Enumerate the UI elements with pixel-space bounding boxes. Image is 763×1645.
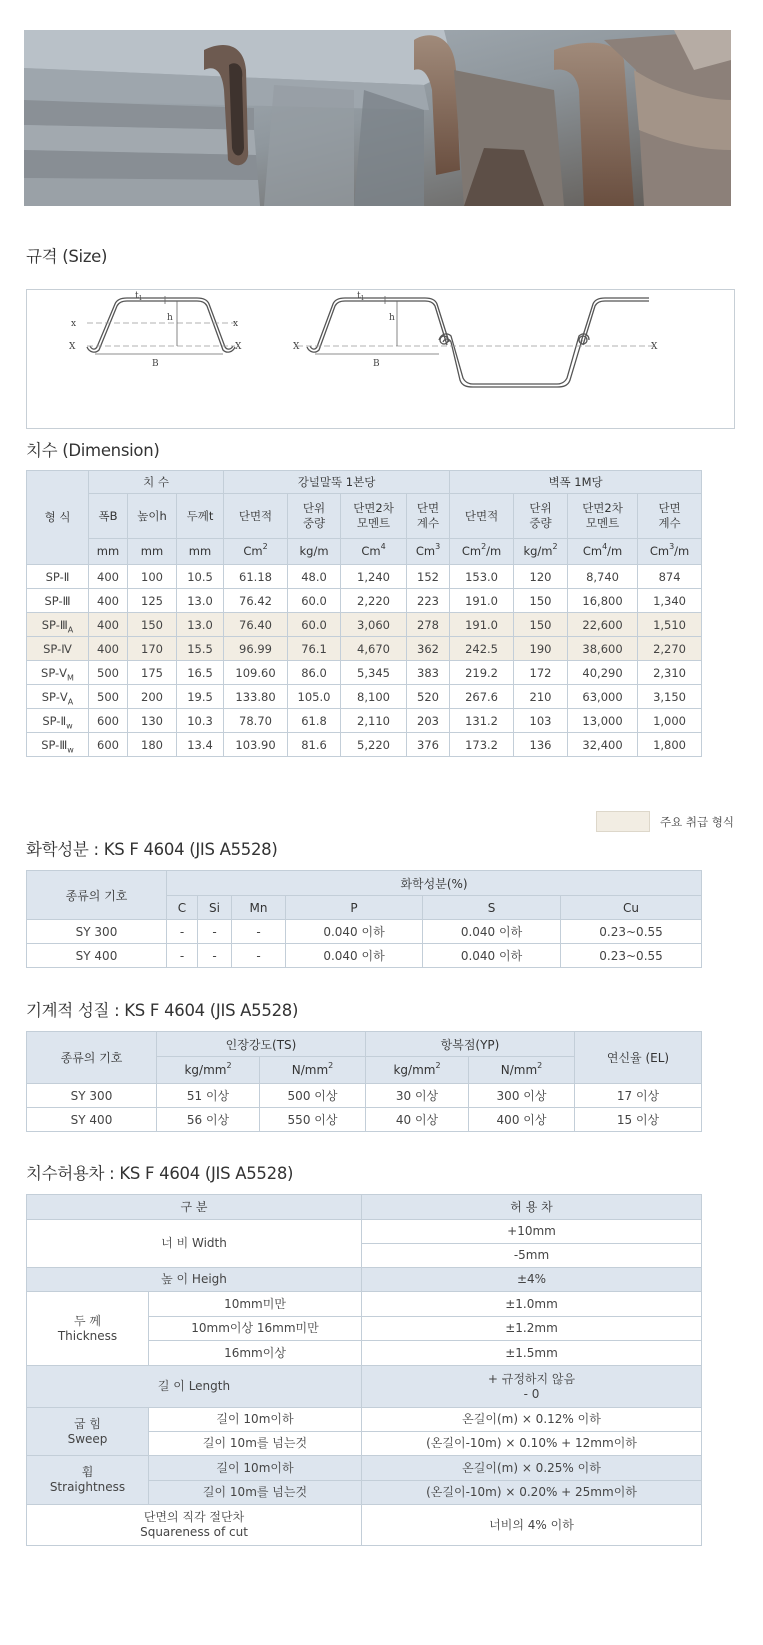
x-big-left-a: X — [69, 342, 76, 352]
chem-symbol-header: 종류의 기호 — [27, 871, 167, 920]
cell: 400 — [89, 565, 128, 589]
yp-n-unit: $N/mm^2$ — [469, 1057, 575, 1084]
cell: 500 이상 — [260, 1084, 366, 1108]
pile-group-header: 강널말뚝 1본당 — [224, 471, 450, 494]
t1-label-b: $t_1$ — [357, 291, 365, 302]
dimension-title: 치수 (Dimension) — [26, 441, 160, 460]
cell: 76.42 — [224, 589, 288, 613]
cell: - — [232, 944, 286, 968]
type-cell: $SP-Ⅲ_w$ — [27, 733, 89, 757]
cell: - — [167, 920, 198, 944]
type-cell: $SP-Ⅴ_M$ — [27, 661, 89, 685]
type-cell: SP-Ⅳ — [27, 637, 89, 661]
cell: 19.5 — [177, 685, 224, 709]
legend-label: 주요 취급 형식 — [660, 815, 734, 829]
modulus-header: 단면 계수 — [407, 494, 450, 539]
yp-kg-unit: $kg/mm^2$ — [366, 1057, 469, 1084]
table-row — [27, 685, 702, 709]
wall-unit-weight-header: 단위 중량 — [514, 494, 568, 539]
cell: 1,800 — [638, 733, 702, 757]
unit-cm2-per-m: Cm$^2$/m — [450, 539, 514, 565]
cell: 0.040 이하 — [423, 944, 561, 968]
cell: 600 — [89, 733, 128, 757]
cell: 180 — [128, 733, 177, 757]
cell: 40,290 — [568, 661, 638, 685]
straightness-label: 휨 Straightness — [27, 1456, 149, 1505]
chem-col-mn: Mn — [232, 896, 286, 920]
t1-label-a: $t_1$ — [135, 291, 143, 302]
cell: 175 — [128, 661, 177, 685]
cell: 0.23~0.55 — [561, 944, 702, 968]
cell: 172 — [514, 661, 568, 685]
cell: 15.5 — [177, 637, 224, 661]
sheet-pile-photo — [24, 30, 731, 206]
width-minus: -5mm — [362, 1244, 702, 1268]
cell: 38,600 — [568, 637, 638, 661]
unit-cm3: Cm$^3$ — [407, 539, 450, 565]
cell: 1,240 — [341, 565, 407, 589]
unit-mm-b: mm — [89, 539, 128, 565]
type-cell: $SP-Ⅱ_w$ — [27, 709, 89, 733]
cell: 191.0 — [450, 613, 514, 637]
thickness-a-value: ±1.0mm — [362, 1292, 702, 1317]
cell: 22,600 — [568, 613, 638, 637]
unit-weight-header: 단위 중량 — [288, 494, 341, 539]
size-diagram — [26, 289, 735, 429]
cell: 96.99 — [224, 637, 288, 661]
cell: 278 — [407, 613, 450, 637]
x-big-left-b: X — [293, 342, 300, 352]
thickness-b-value: ±1.2mm — [362, 1317, 702, 1341]
cell: 2,110 — [341, 709, 407, 733]
moment-header: 단면2차 모멘트 — [341, 494, 407, 539]
cell: 0.23~0.55 — [561, 920, 702, 944]
unit-cm2: Cm$^2$ — [224, 539, 288, 565]
cell: 150 — [514, 589, 568, 613]
cell: 60.0 — [288, 613, 341, 637]
straightness-b-label: 길이 10m를 넘는것 — [149, 1481, 362, 1505]
cell: 210 — [514, 685, 568, 709]
table-row — [27, 1108, 702, 1132]
type-header: 형 식 — [27, 471, 89, 565]
cell: SY 300 — [27, 1084, 157, 1108]
straightness-a-value: 온길이(m) × 0.25% 이하 — [362, 1456, 702, 1481]
cell: 13.4 — [177, 733, 224, 757]
cell: 0.040 이하 — [286, 920, 423, 944]
cell: 362 — [407, 637, 450, 661]
sweep-b-label: 길이 10m를 넘는것 — [149, 1432, 362, 1456]
table-row — [27, 709, 702, 733]
height-label: 높 이 Heigh — [27, 1268, 362, 1292]
cell: 203 — [407, 709, 450, 733]
unit-mm-h: mm — [128, 539, 177, 565]
cell: 8,740 — [568, 565, 638, 589]
el-header: 연신율 (EL) — [575, 1032, 702, 1084]
cell: 17 이상 — [575, 1084, 702, 1108]
table-row — [27, 733, 702, 757]
unit-cm4: Cm$^4$ — [341, 539, 407, 565]
unit-cm4-per-m: Cm$^4$/m — [568, 539, 638, 565]
cell: 550 이상 — [260, 1108, 366, 1132]
cell: 133.80 — [224, 685, 288, 709]
chem-col-s: S — [423, 896, 561, 920]
cell: 267.6 — [450, 685, 514, 709]
cell: SY 300 — [27, 920, 167, 944]
cell: 0.040 이하 — [423, 920, 561, 944]
wall-modulus-header: 단면 계수 — [638, 494, 702, 539]
cell: 383 — [407, 661, 450, 685]
cell: 191.0 — [450, 589, 514, 613]
chem-col-si: Si — [198, 896, 232, 920]
table-row — [27, 944, 702, 968]
cell: 125 — [128, 589, 177, 613]
table-row — [27, 565, 702, 589]
b-label-b: B — [373, 359, 380, 369]
cell: 150 — [128, 613, 177, 637]
ts-kg-unit: $kg/mm^2$ — [157, 1057, 260, 1084]
x-big-right-a: X — [235, 342, 242, 352]
cell: 13.0 — [177, 613, 224, 637]
cell: 200 — [128, 685, 177, 709]
cell: 400 이상 — [469, 1108, 575, 1132]
x-small-left-a: x — [71, 319, 77, 329]
cell: 40 이상 — [366, 1108, 469, 1132]
cell: 13.0 — [177, 589, 224, 613]
sweep-a-value: 온길이(m) × 0.12% 이하 — [362, 1408, 702, 1432]
cell: 400 — [89, 589, 128, 613]
cell: 81.6 — [288, 733, 341, 757]
cell: 1,510 — [638, 613, 702, 637]
cell: 109.60 — [224, 661, 288, 685]
cell: 300 이상 — [469, 1084, 575, 1108]
cell: 874 — [638, 565, 702, 589]
thickness-c-label: 16mm이상 — [149, 1341, 362, 1366]
thickness-c-value: ±1.5mm — [362, 1341, 702, 1366]
cell: SY 400 — [27, 944, 167, 968]
tolerance-header: 허 용 차 — [362, 1195, 702, 1220]
cell: 56 이상 — [157, 1108, 260, 1132]
cell: 10.5 — [177, 565, 224, 589]
x-big-right-b: X — [651, 342, 658, 352]
category-header: 구 분 — [27, 1195, 362, 1220]
unit-kgm: kg/m — [288, 539, 341, 565]
cell: 103.90 — [224, 733, 288, 757]
cell: 153.0 — [450, 565, 514, 589]
mech-symbol-header: 종류의 기호 — [27, 1032, 157, 1084]
cell: 61.8 — [288, 709, 341, 733]
tolerance-table — [26, 1194, 702, 1546]
cell: 3,150 — [638, 685, 702, 709]
type-cell: $SP-Ⅲ_A$ — [27, 613, 89, 637]
cell: 61.18 — [224, 565, 288, 589]
cell: 0.040 이하 — [286, 944, 423, 968]
cell: 8,100 — [341, 685, 407, 709]
thickness-a-label: 10mm미만 — [149, 1292, 362, 1317]
cell: 376 — [407, 733, 450, 757]
cell: 400 — [89, 613, 128, 637]
cell: 400 — [89, 637, 128, 661]
height-value: ±4% — [362, 1268, 702, 1292]
b-label-a: B — [152, 359, 159, 369]
chem-title: 화학성분 : KS F 4604 (JIS A5528) — [26, 840, 278, 859]
width-b-header: 폭B — [89, 494, 128, 539]
cell: 103 — [514, 709, 568, 733]
cell: 4,670 — [341, 637, 407, 661]
mech-table — [26, 1031, 702, 1132]
cell: 63,000 — [568, 685, 638, 709]
cell: - — [167, 944, 198, 968]
yp-header: 항복점(YP) — [366, 1032, 575, 1057]
cell: 500 — [89, 661, 128, 685]
unit-kgm2: $kg/m^2$ — [514, 539, 568, 565]
dimension-table — [26, 470, 702, 757]
cell: 219.2 — [450, 661, 514, 685]
size-title: 규격 (Size) — [26, 247, 108, 266]
cell: 48.0 — [288, 565, 341, 589]
chem-table — [26, 870, 702, 968]
size-group-header: 치 수 — [89, 471, 224, 494]
length-value: + 규정하지 않음 - 0 — [362, 1366, 702, 1408]
cell: 1,000 — [638, 709, 702, 733]
cell: SY 400 — [27, 1108, 157, 1132]
straightness-a-label: 길이 10m이하 — [149, 1456, 362, 1481]
cell: 520 — [407, 685, 450, 709]
cell: 10.3 — [177, 709, 224, 733]
unit-mm-t: mm — [177, 539, 224, 565]
height-h-header: 높이h — [128, 494, 177, 539]
chem-group-header: 화학성분(%) — [167, 871, 702, 896]
cell: 2,270 — [638, 637, 702, 661]
table-row — [27, 661, 702, 685]
h-label-b: h — [389, 313, 395, 323]
cell: 190 — [514, 637, 568, 661]
cell: 242.5 — [450, 637, 514, 661]
width-plus: +10mm — [362, 1220, 702, 1244]
chem-col-c: C — [167, 896, 198, 920]
cell: 76.1 — [288, 637, 341, 661]
cell: 131.2 — [450, 709, 514, 733]
thickness-label: 두 께 Thickness — [27, 1292, 149, 1366]
cell: 51 이상 — [157, 1084, 260, 1108]
thickness-b-label: 10mm이상 16mm미만 — [149, 1317, 362, 1341]
cell: 150 — [514, 613, 568, 637]
thick-t-header: 두께t — [177, 494, 224, 539]
squareness-label: 단면의 직각 절단차 Squareness of cut — [27, 1505, 362, 1546]
cell: 105.0 — [288, 685, 341, 709]
cell: 2,310 — [638, 661, 702, 685]
cell: 3,060 — [341, 613, 407, 637]
cell: 5,345 — [341, 661, 407, 685]
mech-title: 기계적 성질 : KS F 4604 (JIS A5528) — [26, 1001, 299, 1020]
sweep-label: 굽 힘 Sweep — [27, 1408, 149, 1456]
h-label-a: h — [167, 313, 173, 323]
hero-image — [24, 30, 731, 206]
cell: - — [198, 920, 232, 944]
cell: - — [198, 944, 232, 968]
type-cell: SP-Ⅱ — [27, 565, 89, 589]
wall-moment-header: 단면2차 모멘트 — [568, 494, 638, 539]
cell: 5,220 — [341, 733, 407, 757]
ts-n-unit: $N/mm^2$ — [260, 1057, 366, 1084]
width-label: 너 비 Width — [27, 1220, 362, 1268]
cell: 13,000 — [568, 709, 638, 733]
cell: 16,800 — [568, 589, 638, 613]
chem-col-cu: Cu — [561, 896, 702, 920]
ts-header: 인장강도(TS) — [157, 1032, 366, 1057]
tol-title: 치수허용차 : KS F 4604 (JIS A5528) — [26, 1164, 294, 1183]
unit-cm3-per-m: Cm$^3$/m — [638, 539, 702, 565]
cell: 15 이상 — [575, 1108, 702, 1132]
cell: - — [232, 920, 286, 944]
cell: 32,400 — [568, 733, 638, 757]
cell: 86.0 — [288, 661, 341, 685]
squareness-value: 너비의 4% 이하 — [362, 1505, 702, 1546]
cell: 173.2 — [450, 733, 514, 757]
x-small-right-a: x — [233, 319, 239, 329]
table-row-highlighted — [27, 613, 702, 637]
straightness-b-value: (온길이-10m) × 0.20% + 25mm이하 — [362, 1481, 702, 1505]
table-row — [27, 920, 702, 944]
table-row-highlighted — [27, 637, 702, 661]
type-cell: SP-Ⅲ — [27, 589, 89, 613]
length-label: 길 이 Length — [27, 1366, 362, 1408]
type-cell: $SP-Ⅴ_A$ — [27, 685, 89, 709]
legend-swatch — [596, 811, 650, 832]
cell: 60.0 — [288, 589, 341, 613]
cell: 600 — [89, 709, 128, 733]
cell: 500 — [89, 685, 128, 709]
cell: 100 — [128, 565, 177, 589]
chem-col-p: P — [286, 896, 423, 920]
cell: 223 — [407, 589, 450, 613]
sweep-b-value: (온길이-10m) × 0.10% + 12mm이하 — [362, 1432, 702, 1456]
cell: 120 — [514, 565, 568, 589]
cell: 78.70 — [224, 709, 288, 733]
cell: 130 — [128, 709, 177, 733]
cell: 16.5 — [177, 661, 224, 685]
cell: 2,220 — [341, 589, 407, 613]
cell: 152 — [407, 565, 450, 589]
cell: 30 이상 — [366, 1084, 469, 1108]
wall-group-header: 벽폭 1M당 — [450, 471, 702, 494]
sheet-pile-profile-drawing — [27, 290, 734, 428]
table-row — [27, 1084, 702, 1108]
area-header: 단면적 — [224, 494, 288, 539]
table-row — [27, 589, 702, 613]
sweep-a-label: 길이 10m이하 — [149, 1408, 362, 1432]
wall-area-header: 단면적 — [450, 494, 514, 539]
cell: 136 — [514, 733, 568, 757]
cell: 170 — [128, 637, 177, 661]
cell: 1,340 — [638, 589, 702, 613]
cell: 76.40 — [224, 613, 288, 637]
